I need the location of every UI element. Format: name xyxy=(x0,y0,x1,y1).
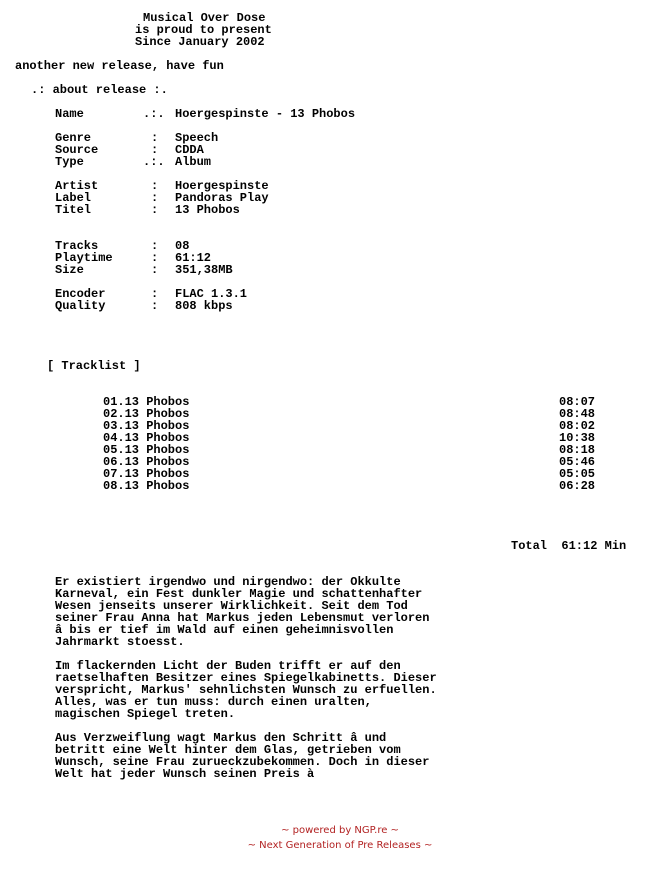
quality-sep: : xyxy=(151,299,159,313)
encoder-sep: : xyxy=(151,287,159,301)
name-label: Name xyxy=(55,107,84,121)
description-line: Aus Verzweiflung wagt Markus den Schritt â und xyxy=(55,731,387,745)
genre-sep: : xyxy=(151,131,159,145)
artist-label: Artist xyxy=(55,179,99,193)
track-time: 08:48 xyxy=(559,407,596,421)
source-label: Source xyxy=(55,143,99,157)
encoder-value: FLAC 1.3.1 xyxy=(175,287,248,301)
description-line: Wesen jenseits unserer Wirklichkeit. Seit dem Tod xyxy=(55,599,408,613)
quality-value: 808 kbps xyxy=(175,299,233,313)
track-title: 08.13 Phobos xyxy=(103,479,190,493)
artist-sep: : xyxy=(151,179,159,193)
track-time: 06:28 xyxy=(559,479,596,493)
footer-tagline[interactable]: ~ Next Generation of Pre Releases ~ xyxy=(247,840,433,851)
track-time: 05:46 xyxy=(559,455,596,469)
track-title: 07.13 Phobos xyxy=(103,467,190,481)
encoder-label: Encoder xyxy=(55,287,106,301)
description-line: Welt hat jeder Wunsch seinen Preis à xyxy=(55,767,315,781)
description-line: Karneval, ein Fest dunkler Magie und schattenhafter xyxy=(55,587,423,601)
track-title: 05.13 Phobos xyxy=(103,443,190,457)
playtime-value: 61:12 xyxy=(175,251,212,265)
name-value: Hoergespinste - 13 Phobos xyxy=(175,107,356,121)
about-heading: .: about release :. xyxy=(31,83,168,97)
tracklist-heading: [ Tracklist ] xyxy=(47,359,141,373)
track-title: 02.13 Phobos xyxy=(103,407,190,421)
track-title: 03.13 Phobos xyxy=(103,419,190,433)
footer-powered-by[interactable]: ~ powered by NGP.re ~ xyxy=(281,825,399,836)
description-line: Im flackernden Licht der Buden trifft er auf den xyxy=(55,659,401,673)
titel-value: 13 Phobos xyxy=(175,203,240,217)
description-line: magischen Spiegel treten. xyxy=(55,707,236,721)
header-line-3: Since January 2002 xyxy=(135,35,265,49)
name-sep: .:. xyxy=(143,107,165,121)
track-time: 08:18 xyxy=(559,443,596,457)
size-sep: : xyxy=(151,263,159,277)
tracklist-total: Total 61:12 Min xyxy=(511,539,627,553)
tagline: another new release, have fun xyxy=(15,59,224,73)
label-label: Label xyxy=(55,191,92,205)
description-line: verspricht, Markus' sehnlichsten Wunsch zu erfuellen. xyxy=(55,683,437,697)
track-time: 10:38 xyxy=(559,431,596,445)
label-value: Pandoras Play xyxy=(175,191,269,205)
name-row xyxy=(55,108,84,120)
description-line: betritt eine Welt hinter dem Glas, getrieben vom xyxy=(55,743,401,757)
type-sep: .:. xyxy=(143,155,165,169)
playtime-sep: : xyxy=(151,251,159,265)
description-line: seiner Frau Anna hat Markus jeden Lebensmut verloren xyxy=(55,611,430,625)
description-line: Alles, was er tun muss: durch einen uralten, xyxy=(55,695,372,709)
description-line: raetselhaften Besitzer eines Spiegelkabinetts. Dieser xyxy=(55,671,437,685)
quality-label: Quality xyxy=(55,299,106,313)
track-time: 05:05 xyxy=(559,467,596,481)
type-label: Type xyxy=(55,155,84,169)
label-sep: : xyxy=(151,191,159,205)
source-sep: : xyxy=(151,143,159,157)
track-time: 08:02 xyxy=(559,419,596,433)
size-value: 351,38MB xyxy=(175,263,233,277)
tracks-label: Tracks xyxy=(55,239,99,253)
track-title: 06.13 Phobos xyxy=(103,455,190,469)
description-line: Er existiert irgendwo und nirgendwo: der Okkulte xyxy=(55,575,401,589)
description-line: Wunsch, seine Frau zurueckzubekommen. Doch in dieser xyxy=(55,755,430,769)
description-line: Jahrmarkt stoesst. xyxy=(55,635,185,649)
size-label: Size xyxy=(55,263,84,277)
description-line: â bis er tief im Wald auf einen geheimnisvollen xyxy=(55,623,394,637)
source-value: CDDA xyxy=(175,143,204,157)
track-title: 04.13 Phobos xyxy=(103,431,190,445)
titel-label: Titel xyxy=(55,203,92,217)
track-time: 08:07 xyxy=(559,395,596,409)
header-line-2: is proud to present xyxy=(135,23,272,37)
genre-value: Speech xyxy=(175,131,219,145)
artist-value: Hoergespinste xyxy=(175,179,269,193)
titel-sep: : xyxy=(151,203,159,217)
playtime-label: Playtime xyxy=(55,251,113,265)
genre-label: Genre xyxy=(55,131,92,145)
tracks-sep: : xyxy=(151,239,159,253)
track-title: 01.13 Phobos xyxy=(103,395,190,409)
type-value: Album xyxy=(175,155,212,169)
header-line-1: Musical Over Dose xyxy=(143,11,266,25)
tracks-value: 08 xyxy=(175,239,190,253)
